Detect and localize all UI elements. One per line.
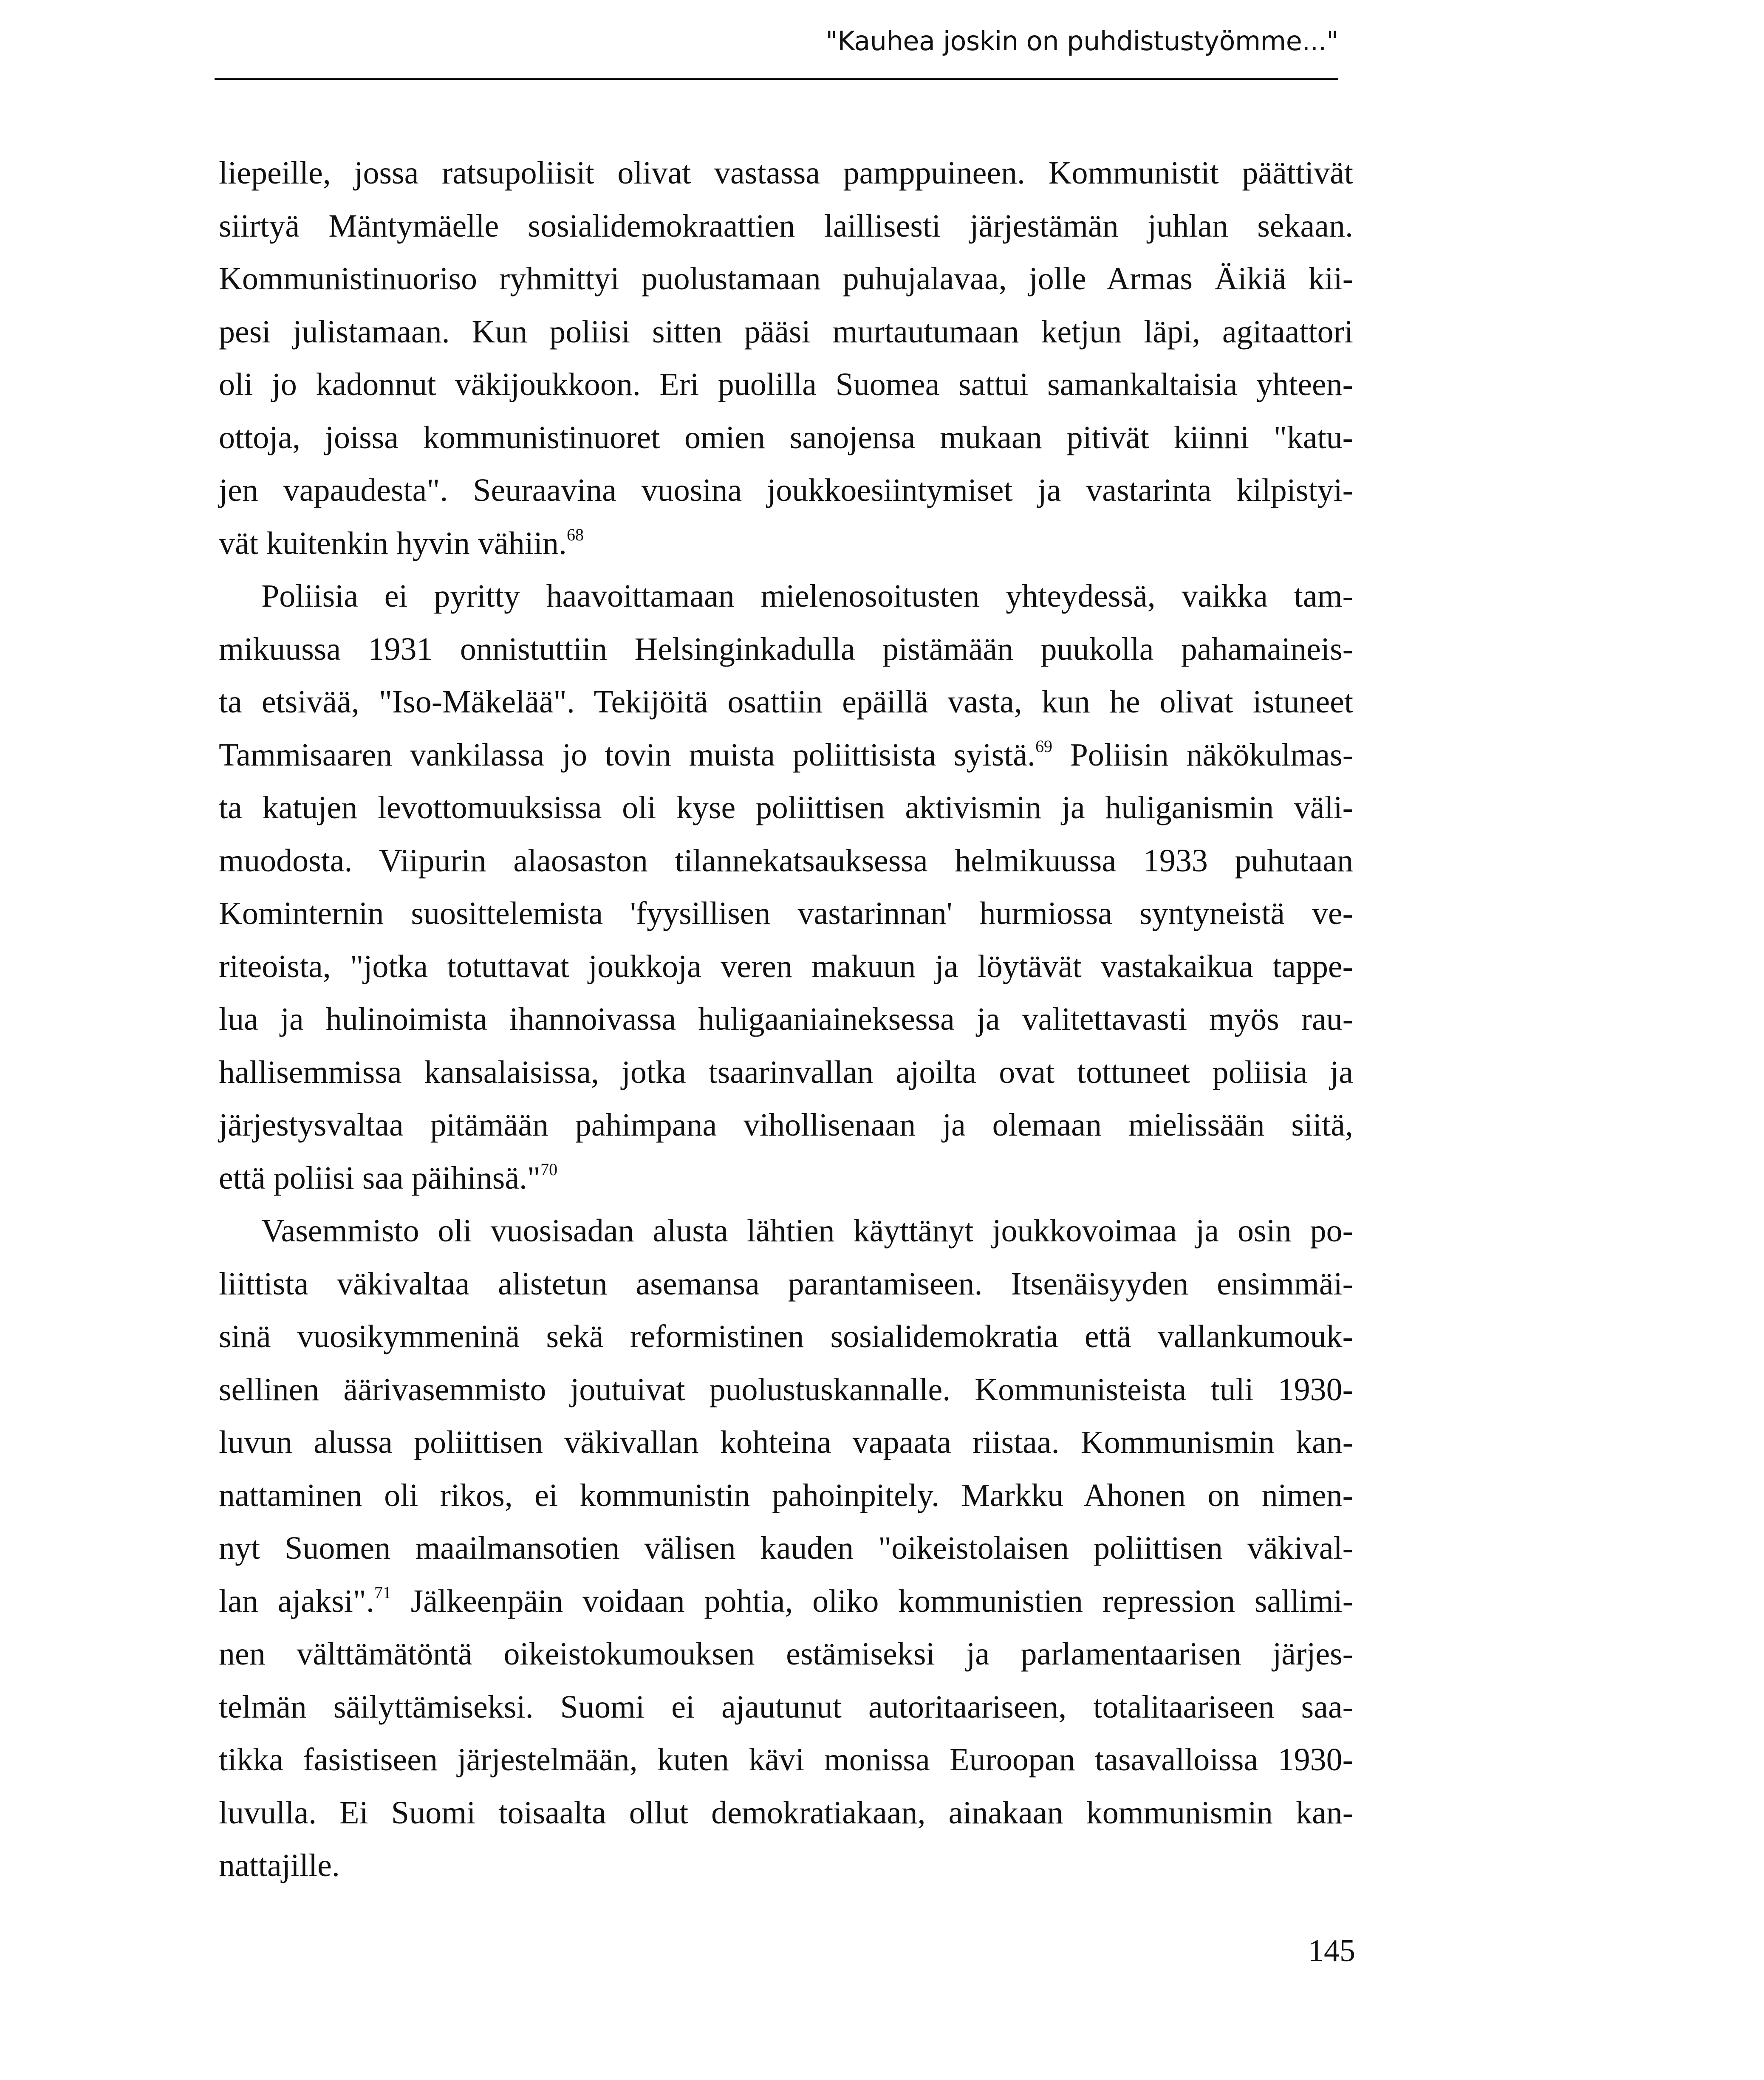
text-line: Poliisia ei pyritty haavoittamaan mielenosoitusten yhteydessä, vaikka tam- bbox=[261, 578, 1353, 614]
text-line: pesi julistamaan. Kun poliisi sitten pääsi murtautumaan ketjun läpi, agitaattori bbox=[219, 314, 1353, 350]
text-line: nattajille. bbox=[219, 1848, 340, 1883]
text-line: Kommunistinuoriso ryhmittyi puolustamaan puhujalavaa, jolle Armas Äikiä kii- bbox=[219, 261, 1353, 297]
text-line: siirtyä Mäntymäelle sosialidemokraattien laillisesti järjestämän juhlan sekaan. bbox=[219, 208, 1353, 244]
text-line bbox=[219, 1575, 1353, 1628]
text-line: muodosta. Viipurin alaosaston tilannekatsauksessa helmikuussa 1933 puhutaan bbox=[219, 842, 1353, 879]
paragraph-2 bbox=[219, 570, 1353, 1204]
footnote-marker: 69 bbox=[1035, 736, 1053, 756]
text-line bbox=[219, 517, 1353, 570]
text-line-content: että poliisi saa päihinsä." bbox=[219, 1160, 541, 1196]
text-line-content: vät kuitenkin hyvin vähiin. bbox=[219, 525, 567, 561]
text-line: nattaminen oli rikos, ei kommunistin pahoinpitely. Markku Ahonen on nimen- bbox=[219, 1477, 1353, 1513]
running-header-title: "Kauhea joskin on puhdistustyömme..." bbox=[825, 25, 1338, 57]
text-line: luvulla. Ei Suomi toisaalta ollut demokratiakaan, ainakaan kommunismin kan- bbox=[219, 1795, 1353, 1831]
text-line: nyt Suomen maailmansotien välisen kauden "oikeistolaisen poliittisen väkival- bbox=[219, 1530, 1353, 1566]
text-line: sinä vuosikymmeninä sekä reformistinen sosialidemokratia että vallankumouk- bbox=[219, 1319, 1353, 1354]
text-line: ta etsivää, "Iso-Mäkelää". Tekijöitä osattiin epäillä vasta, kun he olivat istuneet bbox=[219, 684, 1353, 720]
text-line: mikuussa 1931 onnistuttiin Helsinginkadulla pistämään puukolla pahamaineis- bbox=[219, 631, 1353, 667]
text-line: tikka fasistiseen järjestelmään, kuten kävi monissa Euroopan tasavalloissa 1930- bbox=[219, 1742, 1353, 1778]
text-line: jen vapaudesta". Seuraavina vuosina joukkoesiintymiset ja vastarinta kilpistyi- bbox=[219, 472, 1353, 508]
header-rule bbox=[215, 78, 1338, 80]
text-line bbox=[219, 1152, 1353, 1205]
text-line: liepeille, jossa ratsupoliisit olivat vastassa pamppuineen. Kommunistit päättivät bbox=[219, 155, 1353, 191]
text-line: ta katujen levottomuuksissa oli kyse poliittisen aktivismin ja huliganismin väli- bbox=[219, 790, 1353, 825]
text-line-content: lan ajaksi". bbox=[219, 1583, 374, 1619]
text-line: sellinen äärivasemmisto joutuivat puolustuskannalle. Kommunisteista tuli 1930- bbox=[219, 1371, 1353, 1407]
footnote-marker: 68 bbox=[567, 525, 584, 544]
text-line: telmän säilyttämiseksi. Suomi ei ajautunut autoritaariseen, totalitaariseen saa- bbox=[219, 1689, 1353, 1725]
text-line: nen välttämätöntä oikeistokumouksen estämiseksi ja parlamentaarisen järjes- bbox=[219, 1636, 1353, 1672]
text-line: liittista väkivaltaa alistetun asemansa parantamiseen. Itsenäisyyden ensimmäi- bbox=[219, 1266, 1353, 1302]
text-line: Vasemmisto oli vuosisadan alusta lähtien käyttänyt joukkovoimaa ja osin po- bbox=[261, 1213, 1353, 1249]
text-line: lua ja hulinoimista ihannoivassa huligaaniaineksessa ja valitettavasti myös rau- bbox=[219, 1001, 1353, 1037]
text-line: ottoja, joissa kommunistinuoret omien sanojensa mukaan pitivät kiinni "katu- bbox=[219, 419, 1353, 455]
text-line: riteoista, "jotka totuttavat joukkoja veren makuun ja löytävät vastakaikua tappe- bbox=[219, 948, 1353, 984]
text-line: hallisemmissa kansalaisissa, jotka tsaarinvallan ajoilta ovat tottuneet poliisia ja bbox=[219, 1054, 1353, 1090]
text-line: järjestysvaltaa pitämään pahimpana vihollisenaan ja olemaan mielissään siitä, bbox=[219, 1107, 1353, 1143]
text-line-content: Jälkeenpäin voidaan pohtia, oliko kommunistien repression sallimi- bbox=[391, 1583, 1353, 1619]
paragraph-3 bbox=[219, 1204, 1353, 1892]
text-line: Kominternin suosittelemista 'fyysillisen vastarinnan' hurmiossa syntyneistä ve- bbox=[219, 896, 1353, 931]
page-number: 145 bbox=[1308, 1933, 1355, 1968]
text-line: luvun alussa poliittisen väkivallan kohteina vapaata riistaa. Kommunismin kan- bbox=[219, 1424, 1353, 1460]
text-line: oli jo kadonnut väkijoukkoon. Eri puolilla Suomea sattui samankaltaisia yhteen- bbox=[219, 367, 1353, 402]
body-text bbox=[219, 147, 1353, 1892]
footnote-marker: 70 bbox=[540, 1159, 558, 1179]
text-line bbox=[219, 729, 1353, 782]
paragraph-1 bbox=[219, 147, 1353, 570]
footnote-marker: 71 bbox=[374, 1583, 391, 1602]
text-line-content: Tammisaaren vankilassa jo tovin muista poliittisista syistä. bbox=[219, 737, 1036, 773]
text-line-content: Poliisin näkökulmas- bbox=[1052, 737, 1353, 773]
